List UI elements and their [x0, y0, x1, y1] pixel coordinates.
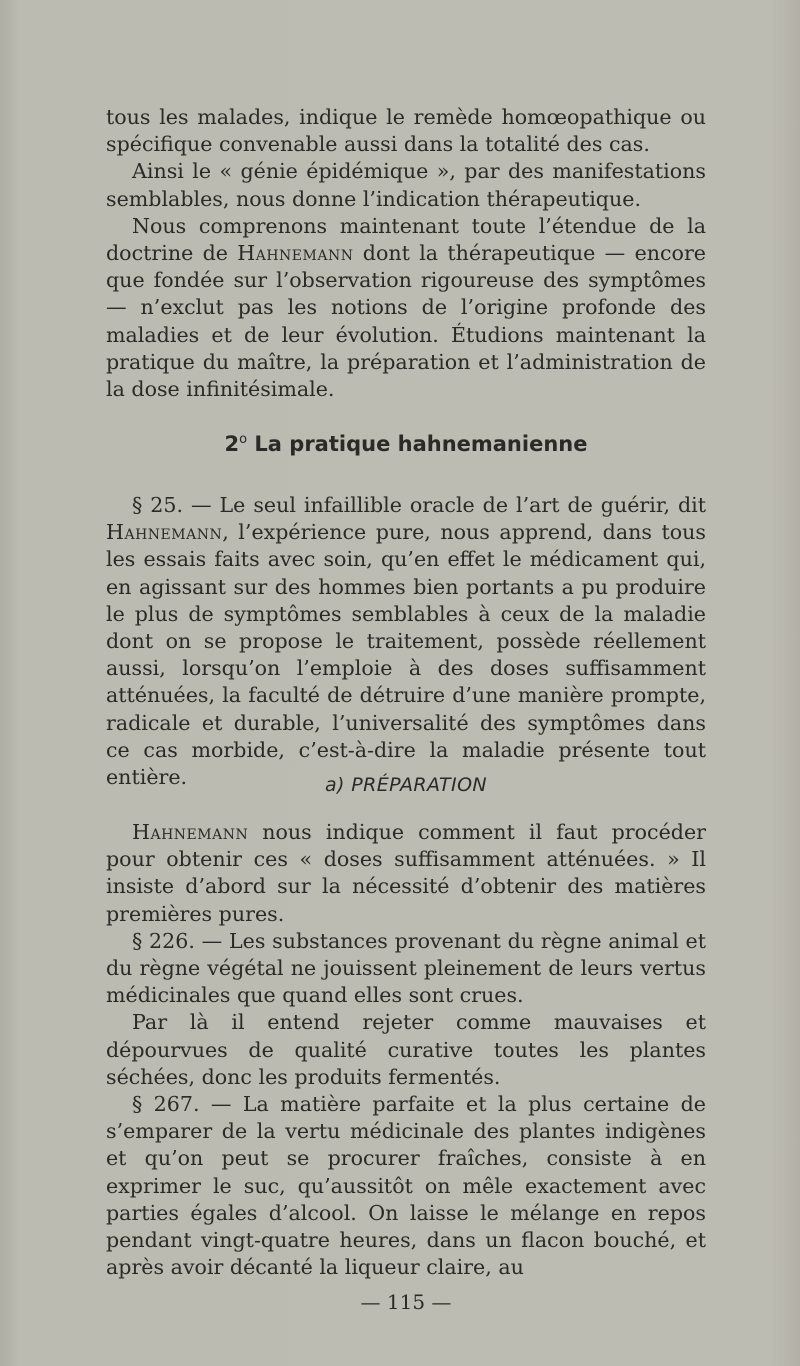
section-heading — [106, 432, 706, 456]
page-number: — 115 — — [360, 1290, 452, 1314]
paragraph-25-block — [106, 492, 706, 791]
section-ordinal-mark: o — [239, 432, 248, 447]
author-name: Hahnemann — [106, 520, 223, 545]
author-name: Hahnemann — [237, 241, 354, 266]
paragraph-text: , l’expérience pure, nous apprend, dans tous les essais faits avec soin, qu’en effet le médicament qui, en agissant sur des hommes bien portants a pu produire le plus de symptômes semblables à ceux de la maladie dont on se propose le traitement, possède réellement aussi, lorsqu’on l’emploie à des doses suffisamment atténuées, la faculté de détruire d’une manière prompte, radicale et durable, l’universalité des symptômes dans ce cas morbide, c’est-à-dire la maladie présente tout entière. — [106, 520, 706, 790]
paragraph-text: § 25. — Le seul infaillible oracle de l’art de guérir, dit — [132, 493, 706, 517]
author-name: Hahnemann — [132, 820, 249, 844]
paragraph-226: § 226. — Les substances provenant du règne animal et du règne végétal ne jouissent pleinement de leurs vertus médicinales que quand elles sont crues. — [106, 928, 706, 1008]
subsection-heading: a) PRÉPARATION — [324, 774, 488, 796]
paragraph-doses — [106, 819, 706, 928]
paragraph-25 — [106, 492, 706, 791]
paragraph-plantes-sechees: Par là il entend rejeter comme mauvaises et dépourvues de qualité curative toutes les plantes séchées, donc les produits fermentés. — [106, 1010, 706, 1089]
paragraph-267: § 267. — La matière parfaite et la plus certaine de s’emparer de la vertu médicinale des plantes indigènes et qu’on peut se procurer fraîches, consiste à en exprimer le suc, qu’aussitôt on mêle exactement avec parties égales d’alcool. On laisse le mélange en repos pendant vingt-quatre heures, dans un flacon bouché, et après avoir décanté la liqueur claire, au — [106, 1092, 706, 1280]
paragraph-text: nous indique comment il faut procéder pour obtenir ces « doses suffisamment atténuées. » Il insiste d’abord sur la nécessité d’obtenir des matières premières pures. — [106, 820, 706, 926]
section-title: La pratique hahnemanienne — [254, 432, 588, 456]
intro-text-block — [106, 104, 706, 403]
paragraph-text: dont la thérapeutique — encore que fondée sur l’observation rigoureuse des symptômes — n’exclut pas les notions de l’origine profonde des maladies et de leur évolution. Étudions maintenant la pratique du maître, la préparation et l’administration de la dose infinitésimale. — [106, 241, 706, 402]
paragraph-continuation: tous les malades, indique le remède homœopathique ou spécifique convenable aussi dans la totalité des cas. — [106, 105, 706, 157]
paragraph-doctrine — [106, 213, 706, 403]
preparation-text-block — [106, 819, 706, 1281]
paragraph-genie-epidemique: Ainsi le « génie épidémique », par des manifestations semblables, nous donne l’indication thérapeutique. — [106, 159, 706, 211]
section-number: 2 — [224, 432, 240, 456]
paragraph-text: Nous comprenons maintenant toute l’étendue de la doctrine de — [106, 213, 706, 266]
